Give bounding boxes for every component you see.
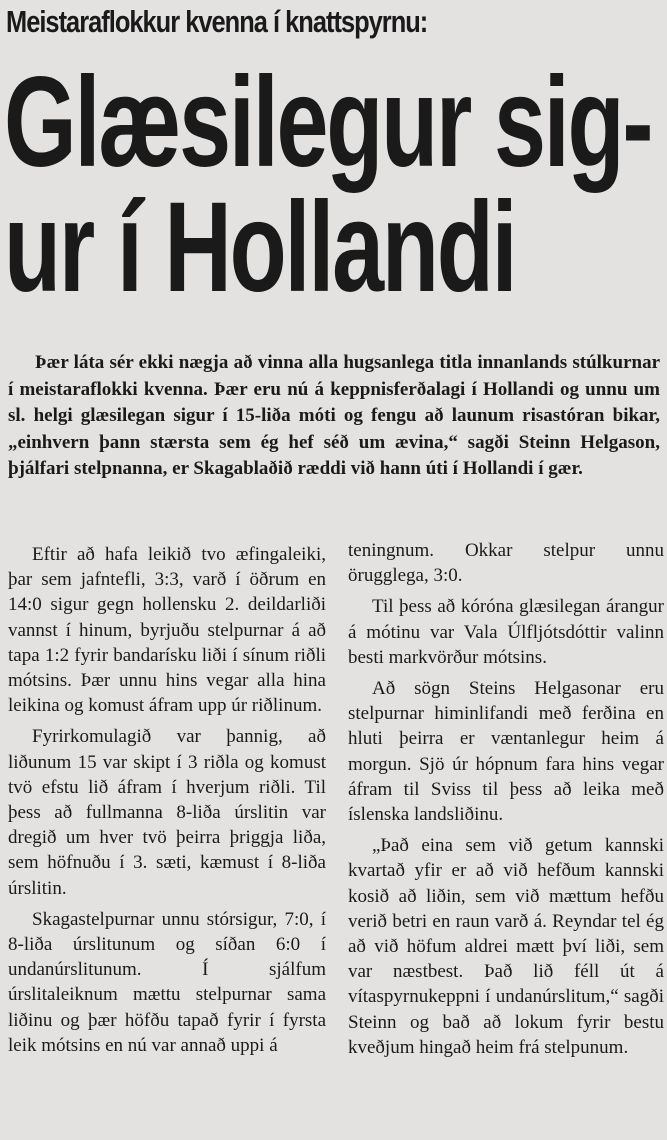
body-paragraph: Að sögn Steins Helgasonar eru stelpurnar himinlifandi með ferðina en hluti þeirra er væntanlegur heim á morgun. Sjö úr hópnum fara hins vegar áfram til Sviss til þess að leika með íslenska landsliðinu. bbox=[348, 678, 664, 826]
lead-paragraph: Þær láta sér ekki nægja að vinna alla hugsanlega titla innanlands stúlkurnar í meistaraflokki kvenna. Þær eru nú á keppnisferðalagi í Hollandi og unnu um sl. helgi glæsilegan sigur í 15-liða móti og fengu að launum risastóran bikar, „einhvern þann stærsta sem ég hef séð um ævina,“ sagði Steinn Helgason, þjálfari stelpnanna, er Skagablaðið ræddi við hann úti í Hollandi í gær. bbox=[8, 352, 660, 479]
left-column bbox=[8, 542, 326, 1064]
body-paragraph: teningnum. Okkar stelpur unnu örugglega, 3:0. bbox=[348, 540, 664, 587]
headline bbox=[4, 51, 661, 319]
body-paragraph: Til þess að kóróna glæsilegan árangur á mótinu var Vala Úlfljótsdóttir valinn besti markvörður mótsins. bbox=[348, 596, 664, 668]
body-paragraph: „Það eina sem við getum kannski kvartað yfir er að við hefðum kannski kosið að liðin, sem við mættum hefðu verið betri en raun varð á. Reyndar tel ég að við höfum aldrei mætt því liði, sem var næstbest. Það lið féll út á vítaspyrnukeppni í undanúrslitum,“ sagði Steinn og bað að lokum fyrir bestu kveðjum hingað heim frá stelpunum. bbox=[348, 835, 664, 1058]
headline-line-1: Glæsilegur sig- bbox=[4, 51, 652, 194]
headline-line-2: ur í Hollandi bbox=[4, 176, 516, 319]
body-paragraph: Eftir að hafa leikið tvo æfingaleiki, þar sem jafntefli, 3:3, varð í öðrum en 14:0 sigur gegn hollensku 2. deildarliði vannst í hinum, byrjuðu stelpurnar á að tapa 1:2 fyrir bandarísku liði í sínum riðli mótsins. Þær unnu hins vegar alla hina leikina og komust áfram upp úr riðlinum. bbox=[8, 544, 326, 717]
kicker: Meistaraflokkur kvenna í knattspyrnu: bbox=[6, 4, 428, 39]
right-column bbox=[348, 538, 664, 1066]
body-paragraph: Skagastelpurnar unnu stórsigur, 7:0, í 8-liða úrslitunum og síðan 6:0 í undanúrslitunum. Í sjálfum úrslitaleiknum mættu stelpurnar sama liðinu og þær höfðu tapað fyrir í fyrsta leik mótsins en nú var annað uppi á bbox=[8, 908, 326, 1056]
body-paragraph: Fyrirkomulagið var þannig, að liðunum 15 var skipt í 3 riðla og komust tvö efstu lið áfram í hverjum riðli. Til þess að fullmanna 8-liða úrslitin var dregið um hver tvö þeirra þriggja liða, sem höfnuðu í 3. sæti, kæmust í 8-liða úrslitin. bbox=[8, 726, 326, 899]
